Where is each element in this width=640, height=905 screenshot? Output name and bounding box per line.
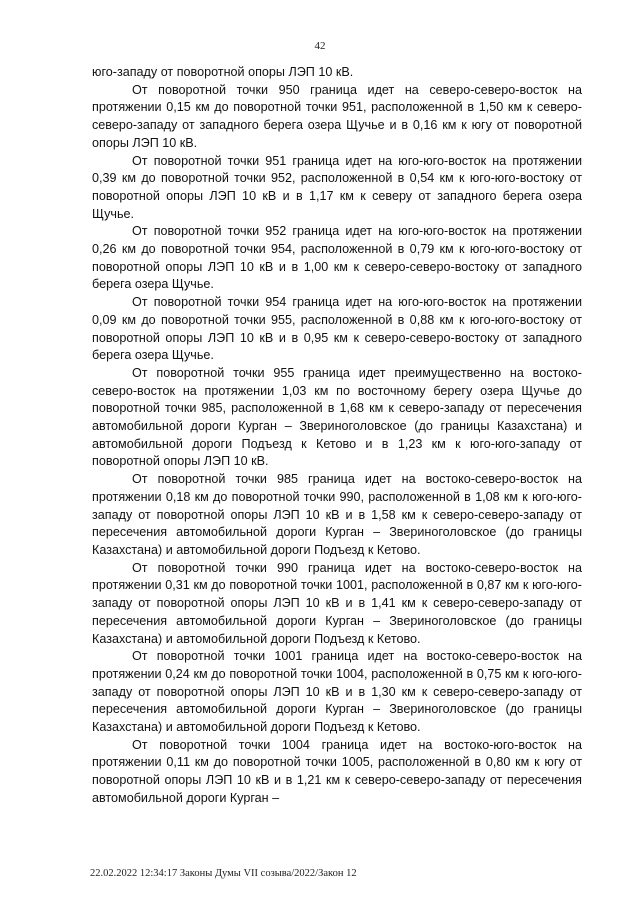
paragraph-point-955: От поворотной точки 955 граница идет преимущественно на востоко-северо-восток на протяжении 1,03 км по восточному берегу озера Щучье до поворотной точки 985, расположенной в 1,68 км к северо-западу от пересечения автомобильной дороги Курган – Звериноголовское (до границы Казахстана) и автомобильной дороги Подъезд к Кетово и в 1,23 км к юго-юго-западу от поворотной опоры ЛЭП 10 кВ. <box>92 365 582 469</box>
paragraph-point-954: От поворотной точки 954 граница идет на юго-юго-восток на протяжении 0,09 км до поворотной точки 955, расположенной в 0,88 км к юго-юго-востоку от поворотной опоры ЛЭП 10 кВ и в 0,95 км к северо-северо-востоку от западного берега озера Щучье. <box>92 295 582 363</box>
paragraph-point-985: От поворотной точки 985 граница идет на востоко-северо-восток на протяжении 0,18 км до поворотной точки 990, расположенной в 1,08 км к юго-юго-западу от поворотной опоры ЛЭП 10 кВ и в 1,58 км к северо-северо-западу от пересечения автомобильной дороги Курган – Звериноголовское (до границы Казахстана) и автомобильной дороги Подъезд к Кетово. <box>92 472 582 557</box>
paragraph-point-1001: От поворотной точки 1001 граница идет на востоко-северо-восток на протяжении 0,24 км до поворотной точки 1004, расположенной в 0,75 км к юго-юго-западу от поворотной опоры ЛЭП 10 кВ и в 1,30 км к северо-северо-западу от пересечения автомобильной дороги Курган – Звериноголовское (до границы Казахстана) и автомобильной дороги Подъезд к Кетово. <box>92 649 582 735</box>
paragraph-continuation: юго-западу от поворотной опоры ЛЭП 10 кВ. <box>92 65 354 79</box>
paragraph-point-951: От поворотной точки 951 граница идет на юго-юго-восток на протяжении 0,39 км до поворотной точки 952, расположенной в 0,54 км к юго-юго-востоку от поворотной опоры ЛЭП 10 кВ и в 1,17 км к северу от западного берега озера Щучье. <box>92 153 582 221</box>
paragraph-point-1004: От поворотной точки 1004 граница идет на востоко-юго-восток на протяжении 0,11 км до поворотной точки 1005, расположенной в 0,80 км к югу от поворотной опоры ЛЭП 10 кВ и в 1,21 км к северо-северо-западу от пересечения автомобильной дороги Курган – <box>92 737 582 805</box>
paragraph-point-950: От поворотной точки 950 граница идет на северо-северо-восток на протяжении 0,15 км до поворотной точки 951, расположенной в 1,50 км к северо-северо-западу от западного берега озера Щучье и в 0,16 км к югу от поворотной опоры ЛЭП 10 кВ. <box>92 82 582 150</box>
paragraph-point-990: От поворотной точки 990 граница идет на востоко-северо-восток на протяжении 0,31 км до поворотной точки 1001, расположенной в 0,87 км к юго-юго-западу от поворотной опоры ЛЭП 10 кВ и в 1,41 км к северо-северо-западу от пересечения автомобильной дороги Курган – Звериноголовское (до границы Казахстана) и автомобильной дороги Подъезд к Кетово. <box>92 560 582 646</box>
document-body <box>92 64 582 808</box>
paragraph-point-952: От поворотной точки 952 граница идет на юго-юго-восток на протяжении 0,26 км до поворотной точки 954, расположенной в 0,79 км к юго-юго-востоку от поворотной опоры ЛЭП 10 кВ и в 1,00 км к северо-северо-востоку от западного берега озера Щучье. <box>92 224 582 292</box>
page-number: 42 <box>314 40 326 52</box>
page-footer: 22.02.2022 12:34:17 Законы Думы VII созыва/2022/Закон 12 <box>90 868 357 879</box>
